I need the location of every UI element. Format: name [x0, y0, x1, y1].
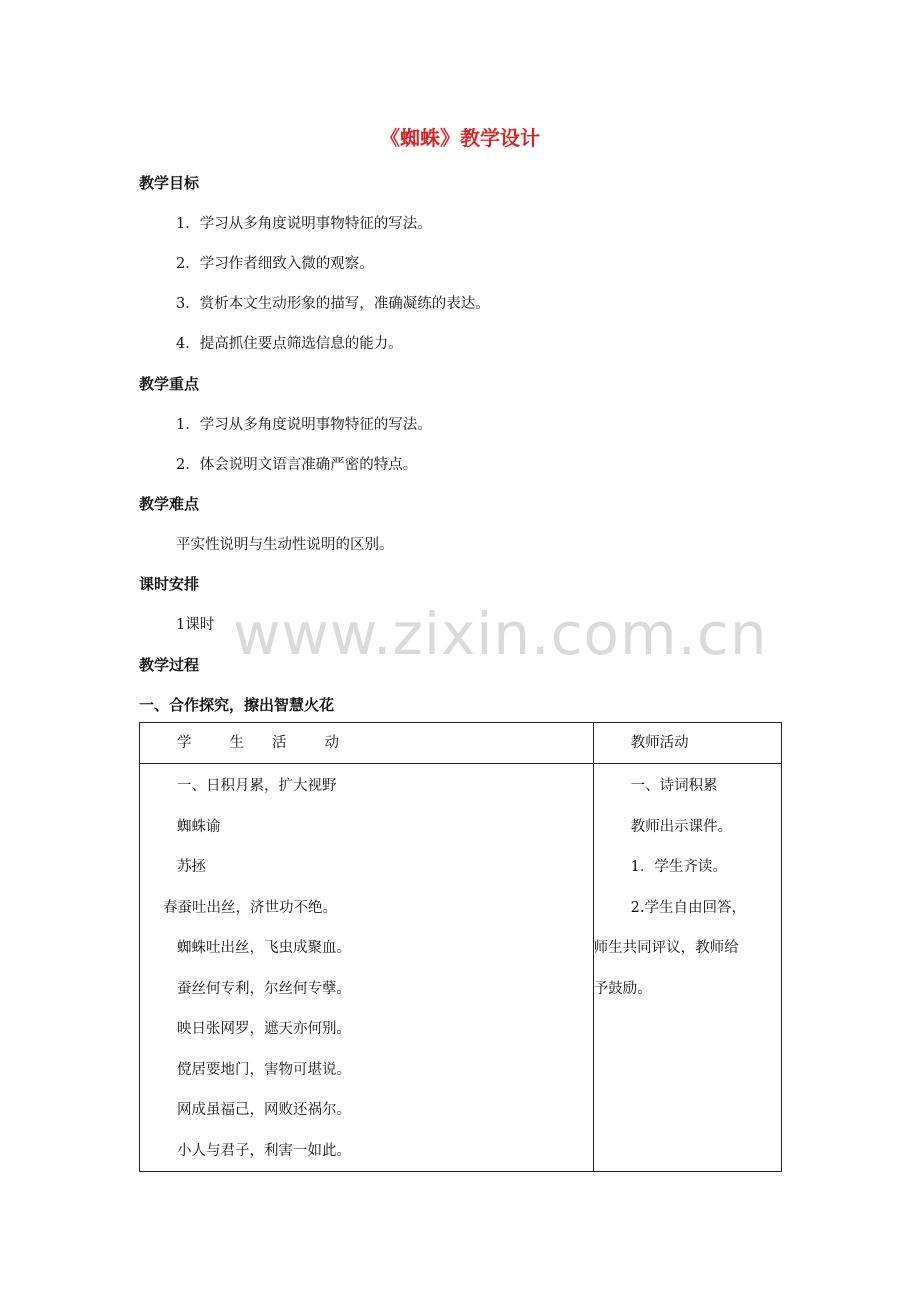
header-student-char-3: 活: [272, 735, 287, 751]
goal-item-4: 4．提高抓住要点筛选信息的能力。: [176, 336, 403, 352]
schedule-item-1: 1课时: [176, 617, 215, 633]
student-line: 蜘蛛谕: [177, 818, 221, 835]
goal-item-3: 3．赏析本文生动形象的描写，准确凝练的表达。: [176, 296, 490, 312]
teacher-line: 予鼓励。: [593, 980, 652, 997]
goal-item-1: 1．学习从多角度说明事物特征的写法。: [176, 216, 432, 232]
student-line: 小人与君子，利害一如此。: [177, 1142, 351, 1159]
teacher-line: 2.学生自由回答，: [630, 899, 746, 916]
table-body-row: [140, 764, 782, 1172]
page-title: 《蜘蛛》教学设计: [380, 126, 540, 150]
header-student-char-1: 学: [177, 735, 192, 751]
student-line: 映日张网罗，遮天亦何别。: [177, 1021, 351, 1037]
heading-schedule: 课时安排: [139, 575, 200, 593]
header-student-char-4: 动: [324, 735, 339, 751]
student-line: 网成虽福己，网败还祸尔。: [177, 1102, 351, 1118]
heading-key-points: 教学重点: [139, 375, 200, 393]
student-line: 蜘蛛吐出丝，飞虫成聚血。: [177, 940, 351, 956]
teacher-activity-cell: [593, 764, 781, 1172]
heading-process: 教学过程: [139, 656, 200, 674]
watermark: www.zixin.com.cn: [233, 600, 768, 668]
teacher-line: 师生共同评议，教师给: [593, 940, 739, 956]
process-table: [139, 722, 782, 1172]
student-line: 苏拯: [177, 859, 206, 875]
table-header-row: [140, 723, 782, 764]
heading-goals: 教学目标: [139, 174, 200, 192]
teacher-line: 1．学生齐读。: [630, 859, 727, 875]
header-student-char-2: 生: [229, 735, 244, 751]
student-line: 春蚕吐出丝，济世功不绝。: [163, 899, 337, 916]
teacher-line: 一、诗词积累: [630, 778, 718, 794]
difficulty-item-1: 平实性说明与生动性说明的区别。: [176, 537, 394, 553]
student-line: 蚕丝何专利，尔丝何专孽。: [177, 980, 351, 997]
header-student-activity: [140, 723, 594, 764]
header-teacher-activity: 教师活动: [593, 723, 781, 764]
key-point-item-1: 1．学习从多角度说明事物特征的写法。: [176, 417, 432, 433]
teacher-line: 教师出示课件。: [630, 818, 733, 835]
heading-difficulties: 教学难点: [139, 495, 200, 513]
key-point-item-2: 2．体会说明文语言准确严密的特点。: [176, 457, 418, 473]
student-activity-cell: [140, 764, 594, 1172]
student-line: 一、日积月累，扩大视野: [177, 778, 337, 794]
heading-process-sub: 一、合作探究，擦出智慧火花: [139, 696, 335, 714]
goal-item-2: 2．学习作者细致入微的观察。: [176, 256, 374, 272]
student-line: 傥居要地门，害物可堪说。: [177, 1061, 351, 1078]
